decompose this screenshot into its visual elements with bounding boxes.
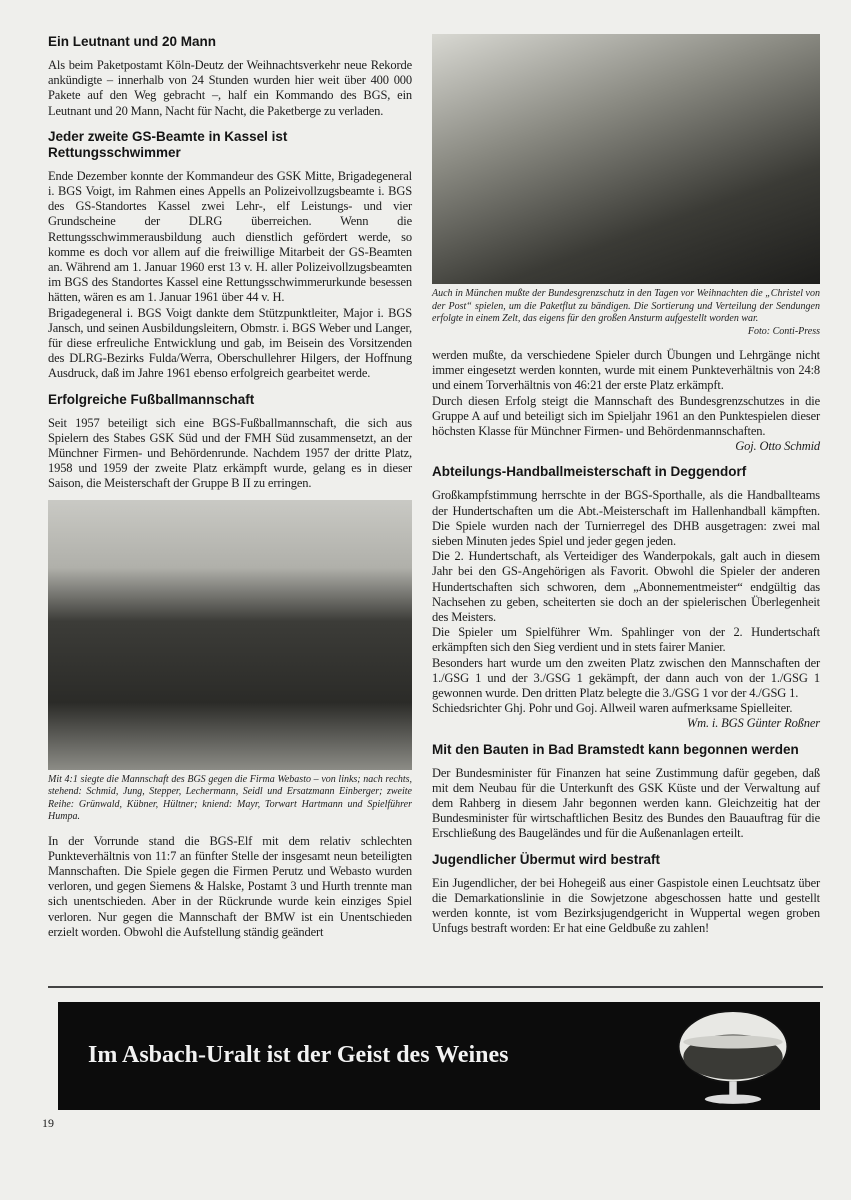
author-rossner: Wm. i. BGS Günter Roßner <box>686 716 820 731</box>
page-number: 19 <box>42 1116 54 1130</box>
heading-jugendlicher: Jugendlicher Übermut wird bestraft <box>432 851 661 867</box>
asbach-advertisement <box>58 1002 820 1110</box>
article-rettungsschwimmer-p1: Ende Dezember konnte der Kommandeur des GSK Mitte, Brigadegeneral i. BGS Voigt, im Rahmen eines Appells an Polizeivollzugsbeamte i. BGS des GS-Standortes Kassel zwei Lehr-, elf Leistungs- und vier Grundscheine der DLRG überreichen. Wenn die Rettungsschwimmerausbildung auch dienstlich gefördert werde, so komme es doch vor allem auf die freiwillige Mitarbeit der GS-Beamten an. Während am 1. Januar 1960 erst 13 v. H. aller Polizeivollzugsbeamten im BGS des Standortes Kassel eine Rettungsschwimmerurkunde besessen hätten, wären es am 1. Januar 1961 über 44 v. H. <box>48 168 412 305</box>
article-fussball-p2: In der Vorrunde stand die BGS-Elf mit dem relativ schlechten Punkteverhältnis von 11:7 an fünfter Stelle der insgesamt neun beteiligten Mannschaften. Die Spiele gegen die Firmen Perutz und Webasto wurden verloren, und gegen Siemens & Halske, Postamt 3 und Hurth trennte man sich unentschieden. Aber in der Rückrunde wurde kein einziges Spiel verloren. Nur gegen die Mannschaft der BMW ist ein Unentschieden erzielt worden. Obwohl die Aufstellung ständig geändert <box>48 833 412 939</box>
left-column <box>48 34 412 940</box>
article-handball-p4: Besonders hart wurde um den zweiten Platz zwischen den Mannschaften der 1./GSG 1 und der 3./GSG 1 gekämpft, der dann auch von der 1./GSG 1 gewonnen wurde. Den dritten Platz belegte die 3./GSG 1 vor der 4./GSG 1. <box>432 655 820 701</box>
heading-bad-bramstedt: Mit den Bauten in Bad Bramstedt kann begonnen werden <box>432 741 799 757</box>
brandy-glass-icon <box>658 1004 808 1108</box>
article-bad-bramstedt: Der Bundesminister für Finanzen hat seine Zustimmung dafür gegeben, daß mit dem Neubau für die Unterkunft des GSK Küste und der Verwaltung auf dem Rahberg in diesem Jahr begonnen werden kann. Gleichzeitig hat der Bundesminister für wirtschaftlichen Besitz des Bundes den Bauauftrag für die Erschließung des Baugeländes und für die Außenanlagen erteilt. <box>432 765 820 841</box>
article-handball-p3: Die Spieler um Spielführer Wm. Spahlinger von der 2. Hundertschaft erkämpften sich den Sieg verdient und in stets fairer Manier. <box>432 625 820 655</box>
article-handball-p2: Die 2. Hundertschaft, als Verteidiger des Wanderpokals, galt auch in diesem Jahr bei den GS-Angehörigen als Favorit. Obwohl die Spieler der anderen Hundertschaften sich schworen, dem „Abonnementmeister“ endgültig das Nachsehen zu geben, scheiterten sie doch an der spielerischen Überlegenheit des Meisters. <box>432 549 820 625</box>
parcel-sorting-photo <box>432 34 820 284</box>
right-column <box>432 34 820 937</box>
columns <box>48 34 823 980</box>
football-team-photo <box>48 500 412 770</box>
author-schmid: Goj. Otto Schmid <box>735 439 820 454</box>
divider-rule <box>48 986 823 988</box>
article-jugendlicher: Ein Jugendlicher, der bei Hohegeiß aus einer Gaspistole einen Leuchtsatz über die Demarkationslinie in die Sowjetzone abgeschossen hatte und gestellt werden konnte, ist vom Bezirksjugendgericht in Wuppertal wegen groben Unfugs bestraft worden: Er hat eine Geldbuße zu zahlen! <box>432 875 820 936</box>
photo-credit: Foto: Conti-Press <box>747 325 820 337</box>
article-fussball-cont2: Durch diesen Erfolg steigt die Mannschaft des Bundesgrenzschutzes in die Gruppe A auf und beteiligt sich im Spieljahr 1961 an den Punktespielen dieser höchsten Klasse für Münchner Firmen- und Behördenmannschaften. <box>432 393 820 439</box>
ad-slogan: Im Asbach-Uralt ist der Geist des Weines <box>88 1042 509 1068</box>
article-fussball-cont1: werden mußte, da verschiedene Spieler durch Übungen und Lehrgänge nicht immer eingesetzt werden konnten, wurde mit einem Punkteverhältnis von 24:8 und einem Torverhältnis von 46:21 der erste Platz erkämpft. <box>432 348 820 393</box>
heading-fussball: Erfolgreiche Fußballmannschaft <box>48 391 255 407</box>
article-handball-p1: Großkampfstimmung herrschte in der BGS-Sporthalle, als die Handballteams der Hundertschaften um die Abt.-Meisterschaft im Hallenhandball kämpften. Die Spiele wurden nach der Turnierregel des DHB ausgetragen: zwei mal sieben Minuten jedes Spiel und jeder gegen jeden. <box>432 488 820 549</box>
article-handball-p5: Schiedsrichter Ghj. Pohr und Goj. Allweil waren aufmerksame Spielleiter. <box>432 701 793 716</box>
heading-leutnant: Ein Leutnant und 20 Mann <box>48 34 216 49</box>
heading-rettungsschwimmer: Jeder zweite GS-Beamte in Kassel ist Rettungsschwimmer <box>48 128 288 160</box>
article-rettungsschwimmer-p2: Brigadegeneral i. BGS Voigt dankte dem Stützpunktleiter, Major i. BGS Jansch, und seinen Ausbildungsleitern, Obmstr. i. BGS Weber und Langer, für diese erfreuliche Entwicklung und gab, im Beisein des Vorsitzenden des DLRG-Bezirks Fulda/Werra, Oberschullehrer Hilgers, der Hoffnung Ausdruck, daß im Jahre 1961 ebenso erfolgreich gearbeitet werde. <box>48 305 412 381</box>
heading-handball: Abteilungs-Handballmeisterschaft in Deggendorf <box>432 464 747 480</box>
article-leutnant: Als beim Paketpostamt Köln-Deutz der Weihnachtsverkehr neue Rekorde ankündigte – innerhalb von 24 Stunden wurden hier weit über 400 000 Pakete auf den Weg gebracht –, half ein Kommando des BGS, ein Leutnant und 20 Mann, Nacht für Nacht, die Paketberge zu verladen. <box>48 58 412 118</box>
article-fussball-p1: Seit 1957 beteiligt sich eine BGS-Fußballmannschaft, die sich aus Spielern des Stabes GSK Süd und der FMH Süd zusammensetzt, an der Münchner Firmen- und Behördenrunde. Nachdem 1957 der dritte Platz, 1958 und 1959 der zweite Platz erkämpft wurde, gelang es in dieser Saison, die Meisterschaft der Gruppe B II zu erringen. <box>48 415 412 491</box>
parcel-caption-text: Auch in München mußte der Bundesgrenzschutz in den Tagen vor Weihnachten die „Christel von der Post“ spielen, um die Paketflut zu bändigen. Die Sortierung und Verteilung der Sendungen erfolgte in einem Zelt, das eigens für den großen Ansturm aufgestellt worden war. <box>432 288 820 324</box>
football-photo-caption: Mit 4:1 siegte die Mannschaft des BGS gegen die Firma Webasto – von links; nach rechts, stehend: Schmid, Jung, Stepper, Lechermann, Seidl und Ersatzmann Einberger; zweite Reihe: Grünwald, Kübner, Hültner; kniend: Mayr, Torwart Hartmann und Spielführer Humpa. <box>48 773 412 823</box>
parcel-photo-caption <box>432 288 820 338</box>
